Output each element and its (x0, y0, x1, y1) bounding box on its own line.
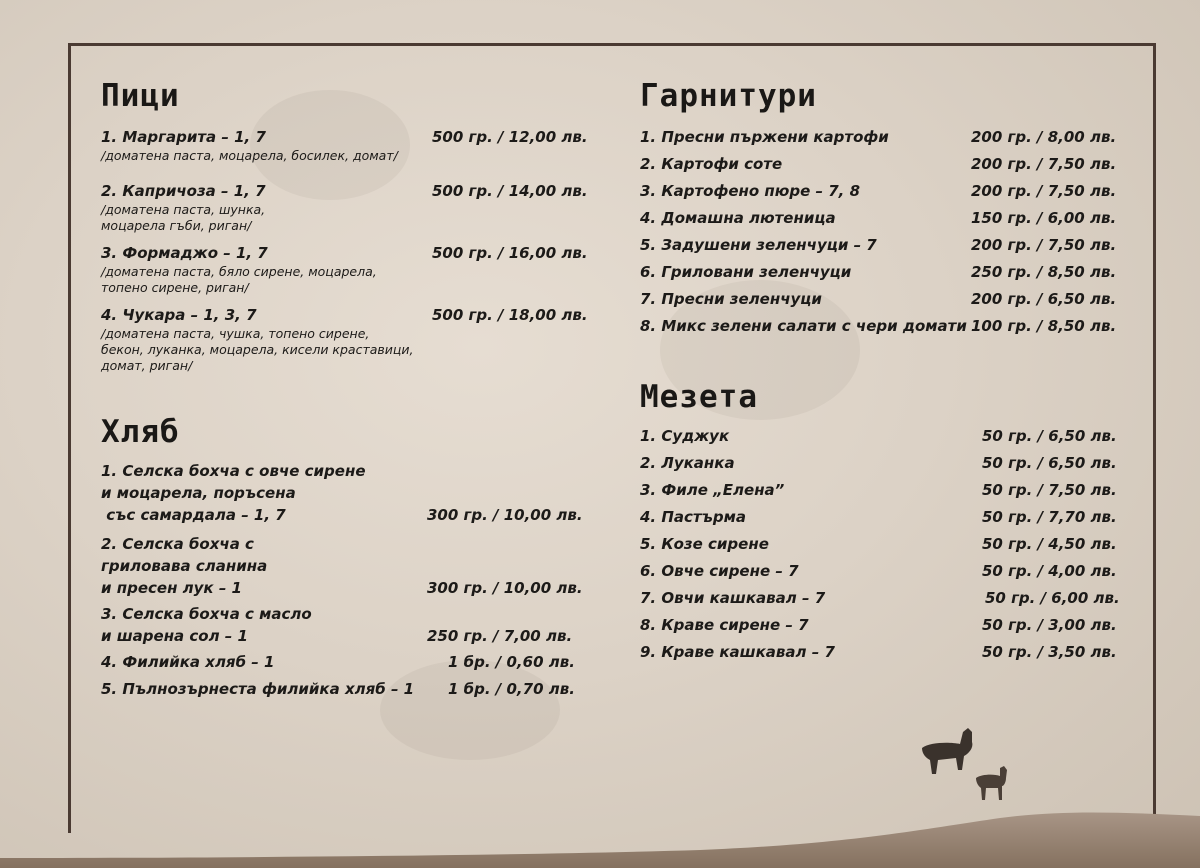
menu-item (640, 153, 1117, 180)
landscape-illustration (0, 708, 1200, 868)
item-name: 8. Краве сирене – 7 (640, 616, 809, 634)
item-description: /доматена паста, шунка, (101, 202, 266, 217)
item-price: 50 гр. / 3,50 лв. (982, 643, 1117, 661)
item-price: 1 бр. / 0,60 лв. (448, 653, 575, 671)
item-name: 4. Чукара – 1, 3, 7 (101, 306, 257, 324)
item-description: /доматена паста, бяло сирене, моцарела, (101, 264, 377, 279)
item-price: 250 гр. / 7,00 лв. (427, 627, 573, 645)
item-price: 50 гр. / 3,00 лв. (982, 616, 1117, 634)
item-price: 50 гр. / 6,50 лв. (982, 427, 1117, 445)
item-price: 300 гр. / 10,00 лв. (427, 506, 583, 524)
item-name: 6. Овче сирене – 7 (640, 562, 799, 580)
item-name: 6. Гриловани зеленчуци (640, 263, 852, 281)
item-price: 200 гр. / 8,00 лв. (971, 128, 1117, 146)
item-name: 5. Пълнозърнеста филийка хляб – 1 (101, 680, 415, 698)
donkey-icon (922, 728, 972, 774)
menu-item (640, 587, 1120, 614)
item-name: 1. Маргарита – 1, 7 (101, 128, 266, 146)
item-description: бекон, луканка, моцарела, кисели краставици, (101, 342, 414, 357)
item-price: 50 гр. / 6,50 лв. (982, 454, 1117, 472)
menu-item (101, 678, 601, 705)
item-name: 8. Микс зелени салати с чери домати (640, 317, 967, 335)
item-name: и шарена сол – 1 (101, 627, 248, 645)
item-price: 300 гр. / 10,00 лв. (427, 579, 583, 597)
hill-shape (0, 813, 1200, 868)
item-price: 200 гр. / 7,50 лв. (971, 182, 1117, 200)
item-price: 200 гр. / 6,50 лв. (971, 290, 1117, 308)
item-name: 3. Селска бохча с масло (101, 605, 312, 623)
item-price: 250 гр. / 8,50 лв. (971, 263, 1117, 281)
menu-item (101, 651, 601, 678)
item-price: 50 гр. / 4,00 лв. (982, 562, 1117, 580)
appetizers-section-title: Мезета (640, 379, 758, 415)
right-column (640, 76, 1120, 668)
item-price: 500 гр. / 18,00 лв. (432, 306, 588, 324)
bread-section-title: Хляб (101, 414, 180, 450)
menu-item (640, 560, 1117, 587)
menu-item (640, 207, 1117, 234)
sides-section-title: Гарнитури (640, 78, 817, 114)
item-description: /доматена паста, моцарела, босилек, домат/ (101, 148, 398, 163)
left-column (101, 76, 601, 705)
menu-item (640, 479, 1117, 506)
menu-item (640, 641, 1117, 668)
menu-item (640, 614, 1117, 641)
item-name: гриловава сланина (101, 557, 268, 575)
menu-item (640, 315, 1117, 342)
item-name: 3. Филе „Елена” (640, 481, 785, 499)
item-name: 1. Суджук (640, 427, 730, 445)
item-name: 1. Пресни пържени картофи (640, 128, 889, 146)
menu-item (101, 460, 601, 533)
item-name: 4. Домашна лютеница (640, 209, 836, 227)
item-price: 150 гр. / 6,00 лв. (971, 209, 1117, 227)
item-name: 2. Селска бохча с (101, 535, 254, 553)
menu-item (640, 533, 1117, 560)
item-description: домат, риган/ (101, 358, 193, 373)
item-name: 3. Формаджо – 1, 7 (101, 244, 268, 262)
menu-item (640, 126, 1117, 153)
foal-icon (976, 766, 1007, 800)
item-name: 5. Козе сирене (640, 535, 769, 553)
item-price: 50 гр. / 6,00 лв. (985, 589, 1120, 607)
menu-item (640, 288, 1117, 315)
pizza-section-title: Пици (101, 78, 180, 114)
item-price: 200 гр. / 7,50 лв. (971, 236, 1117, 254)
item-price: 100 гр. / 8,50 лв. (971, 317, 1117, 335)
item-name: и пресен лук – 1 (101, 579, 242, 597)
item-price: 50 гр. / 7,70 лв. (982, 508, 1117, 526)
item-name: 5. Задушени зеленчуци – 7 (640, 236, 877, 254)
menu-item (640, 452, 1117, 479)
item-name: 7. Овчи кашкавал – 7 (640, 589, 826, 607)
item-name: 4. Пастърма (640, 508, 747, 526)
item-name: със самардала – 1, 7 (101, 506, 286, 524)
menu-item (101, 180, 601, 242)
item-price: 50 гр. / 4,50 лв. (982, 535, 1117, 553)
menu-item (640, 425, 1117, 452)
item-description: моцарела гъби, риган/ (101, 218, 252, 233)
menu-item (101, 304, 601, 412)
item-price: 50 гр. / 7,50 лв. (982, 481, 1117, 499)
menu-item (640, 180, 1117, 207)
item-description: /доматена паста, чушка, топено сирене, (101, 326, 370, 341)
item-name: 2. Луканка (640, 454, 735, 472)
item-name: и моцарела, поръсена (101, 484, 296, 502)
item-price: 200 гр. / 7,50 лв. (971, 155, 1117, 173)
item-name: 2. Картофи соте (640, 155, 783, 173)
menu-item (101, 126, 601, 180)
item-description: топено сирене, риган/ (101, 280, 249, 295)
menu-item (101, 533, 601, 603)
item-price: 500 гр. / 16,00 лв. (432, 244, 588, 262)
menu-item (101, 603, 601, 651)
item-name: 2. Капричоза – 1, 7 (101, 182, 266, 200)
menu-item (640, 506, 1117, 533)
menu-item (101, 242, 601, 304)
item-price: 500 гр. / 14,00 лв. (432, 182, 588, 200)
item-name: 7. Пресни зеленчуци (640, 290, 822, 308)
menu-item (640, 234, 1117, 261)
item-name: 4. Филийка хляб – 1 (101, 653, 275, 671)
item-name: 3. Картофено пюре – 7, 8 (640, 182, 861, 200)
item-price: 500 гр. / 12,00 лв. (432, 128, 588, 146)
menu-item (640, 261, 1117, 288)
item-name: 9. Краве кашкавал – 7 (640, 643, 835, 661)
item-price: 1 бр. / 0,70 лв. (448, 680, 575, 698)
item-name: 1. Селска бохча с овче сирене (101, 462, 366, 480)
